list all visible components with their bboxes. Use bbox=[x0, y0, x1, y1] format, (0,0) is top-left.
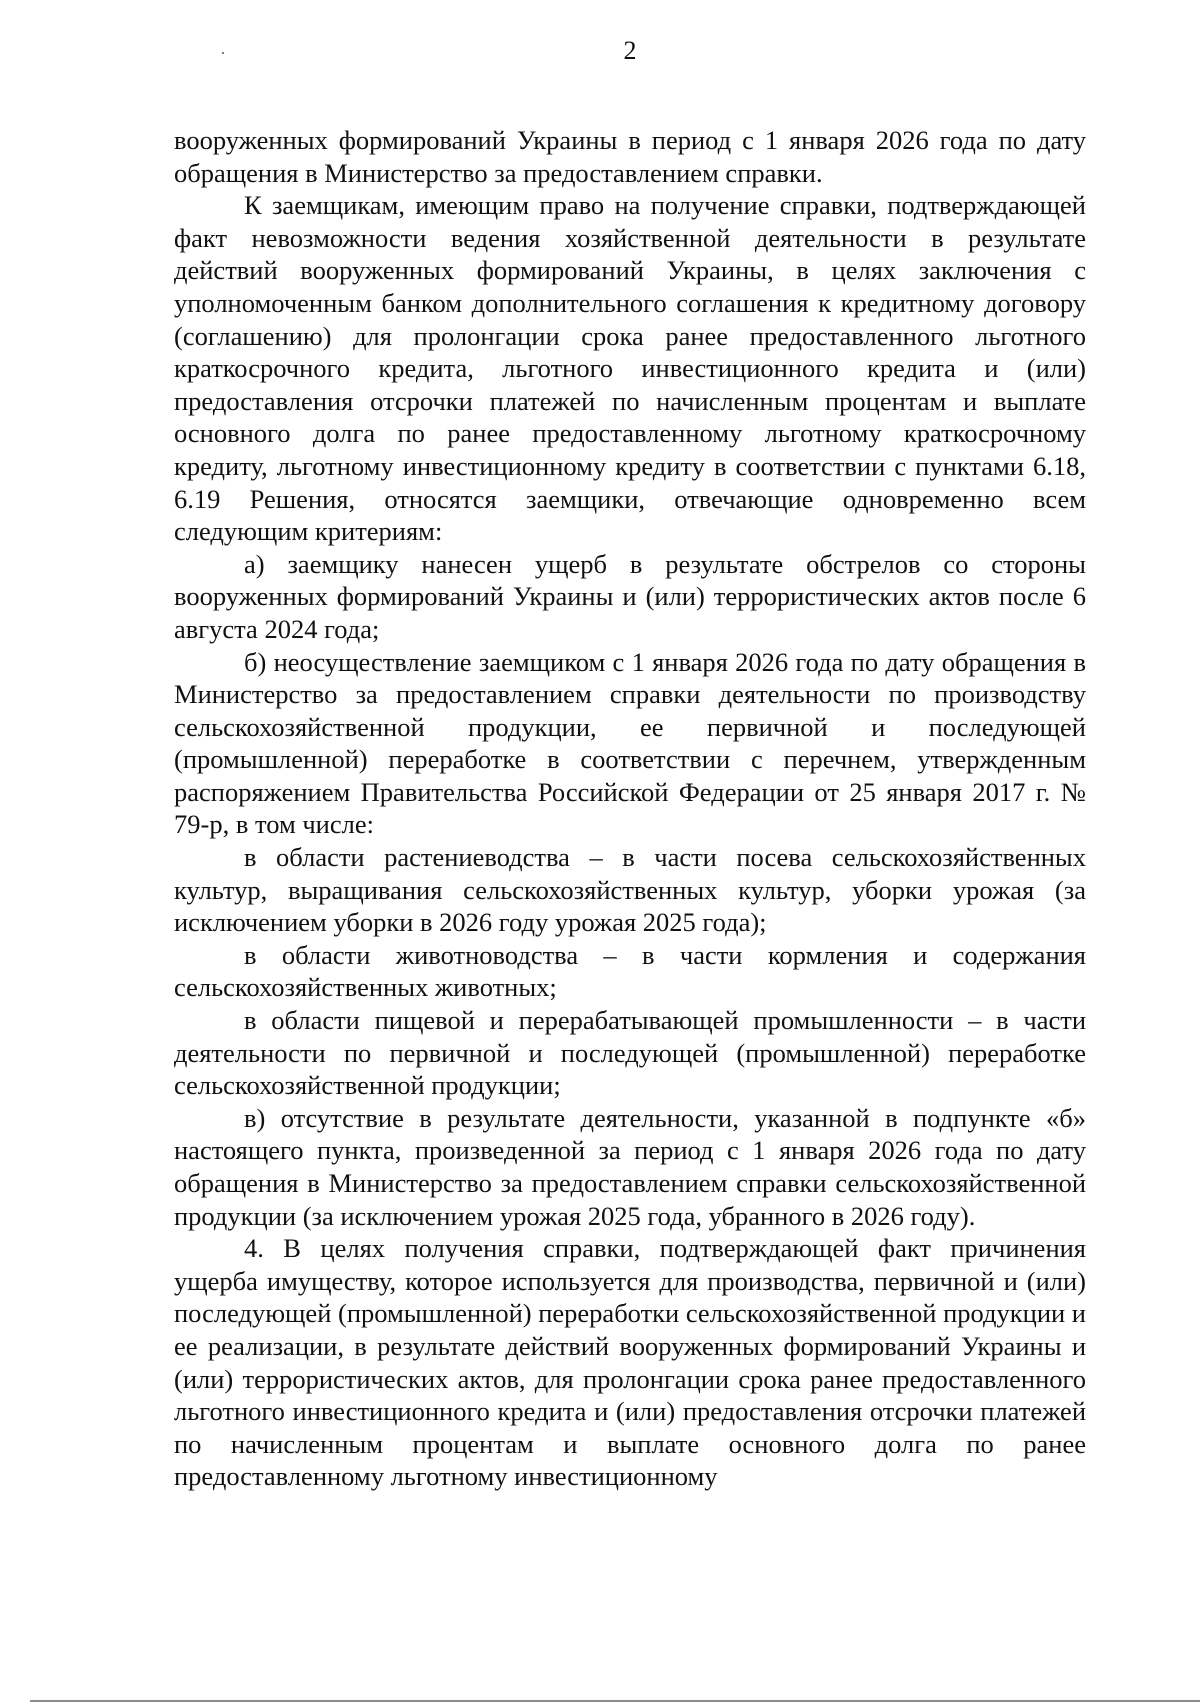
paragraph-criterion-a: а) заемщику нанесен ущерб в результате обстрелов со стороны вооруженных формирований Украины и (или) террористических актов после 6 августа 2024 года; bbox=[174, 548, 1086, 644]
paragraph-livestock: в области животноводства – в части кормления и содержания сельскохозяйственных животных; bbox=[174, 939, 1086, 1003]
paragraph-criterion-v: в) отсутствие в результате деятельности, указанной в подпункте «б» настоящего пункта, произведенной за период с 1 января 2026 года по дату обращения в Министерство за предоставлением справки сельскохозяйственной продукции (за исключением урожая 2025 года, убранного в 2026 году). bbox=[174, 1102, 1086, 1231]
paragraph-food-industry: в области пищевой и перерабатывающей промышленности – в части деятельности по первичной и последующей (промышленной) переработке сельскохозяйственной продукции; bbox=[174, 1005, 1086, 1101]
paragraph-criterion-b: б) неосуществление заемщиком с 1 января 2026 года по дату обращения в Министерство за предоставлением справки деятельности по производству сельскохозяйственной продукции, ее первичной и последующей (промышленной) переработке в соответствии с перечнем, утвержденным распоряжением Правительства Российской Федерации от 25 января 2017 г. № 79-р, в том числе: bbox=[174, 646, 1086, 840]
paragraph-item-4: 4. В целях получения справки, подтверждающей факт причинения ущерба имуществу, которое используется для производства, первичной и (или) последующей (промышленной) переработки сельскохозяйственной продукции и ее реализации, в результате действий вооруженных формирований Украины и (или) террористических актов, для пролонгации срока ранее предоставленного льготного инвестиционного кредита и (или) предоставления отсрочки платежей по начисленным процентам и выплате основного долга по ранее предоставленному льготному инвестиционному bbox=[174, 1233, 1086, 1492]
paragraph-continuation: вооруженных формирований Украины в период с 1 января 2026 года по дату обращения в Министерство за предоставлением справки. bbox=[174, 125, 1086, 188]
document-body bbox=[174, 124, 1086, 1493]
scan-edge-line bbox=[30, 1700, 1200, 1702]
paragraph-borrower-criteria: К заемщикам, имеющим право на получение справки, подтверждающей факт невозможности ведения хозяйственной деятельности в результате действий вооруженных формирований Украины, в целях заключения с уполномоченным банком дополнительного соглашения к кредитному договору (соглашению) для пролонгации срока ранее предоставленного льготного краткосрочного кредита, льготного инвестиционного кредита и (или) предоставления отсрочки платежей по начисленным процентам и выплате основного долга по ранее предоставленному льготному краткосрочному кредиту, льготному инвестиционному кредиту в соответствии с пунктами 6.18, 6.19 Решения, относятся заемщики, отвечающие одновременно всем следующим критериям: bbox=[174, 190, 1086, 547]
paragraph-crop-production: в области растениеводства – в части посева сельскохозяйственных культур, выращивания сельскохозяйственных культур, уборки урожая (за исключением уборки в 2026 году урожая 2025 года); bbox=[174, 842, 1086, 938]
page-number: 2 bbox=[623, 36, 637, 65]
